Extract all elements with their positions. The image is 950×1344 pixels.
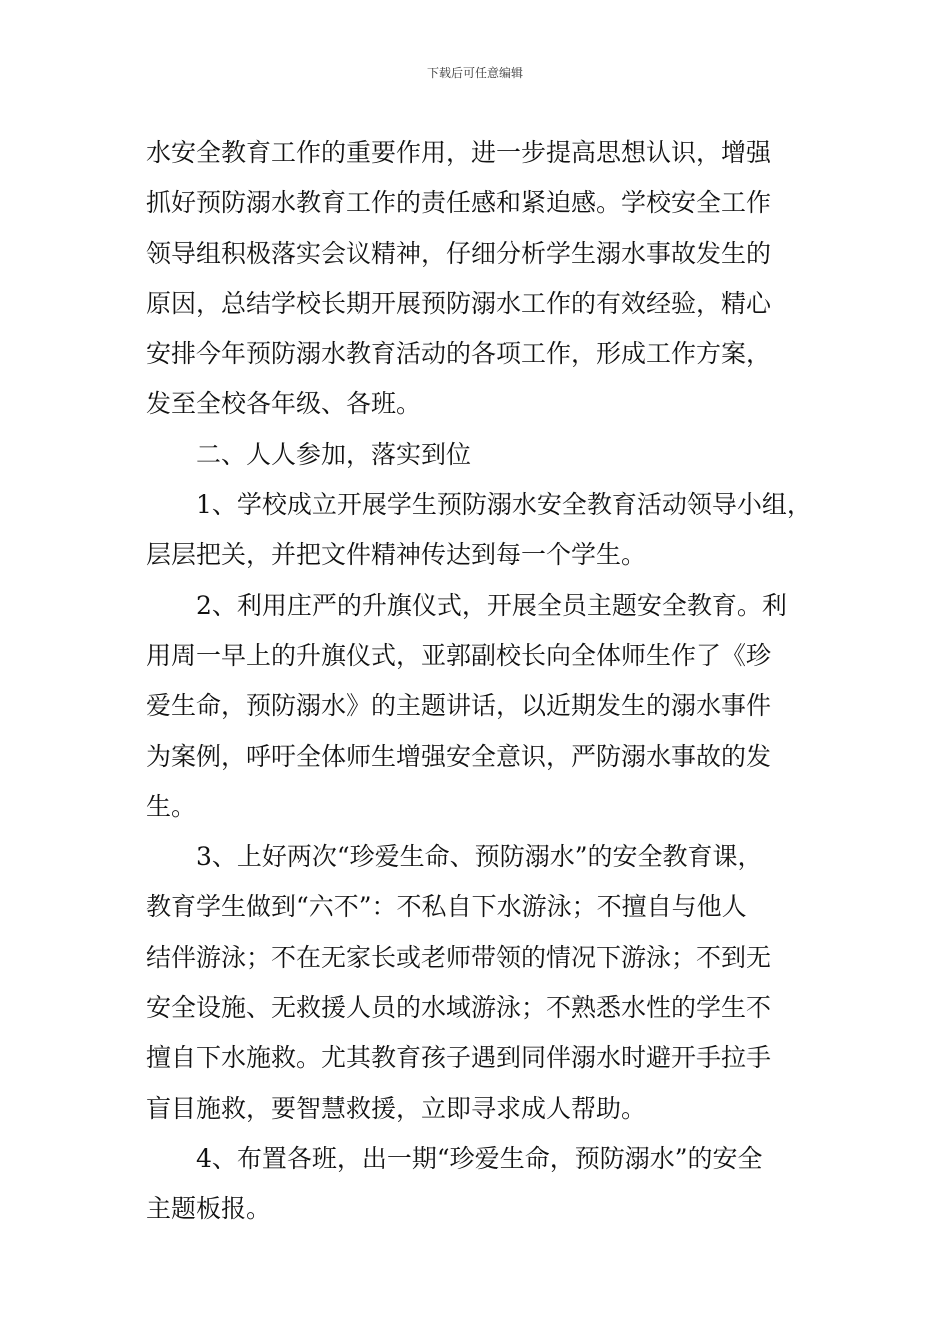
text-line: 为案例，呼吁全体师生增强安全意识，严防溺水事故的发 (146, 741, 772, 771)
text-line: 盲目施救，要智慧救援，立即寻求成人帮助。 (146, 1093, 647, 1123)
text-line: 水安全教育工作的重要作用，进一步提高思想认识，增强 (146, 138, 772, 167)
text-line: 教育学生做到“六不”：不私自下水游泳；不擅自与他人 (146, 892, 747, 922)
page-header: 下载后可任意编辑 (426, 66, 523, 80)
text-line: 安全设施、无救援人员的水域游泳；不熟悉水性的学生不 (146, 993, 772, 1023)
text-line: 安排今年预防溺水教育活动的各项工作，形成工作方案， (146, 339, 772, 369)
document-body (146, 128, 816, 1235)
text-line: 发至全校各年级、各班。 (146, 389, 422, 419)
text-line: 抓好预防溺水教育工作的责任感和紧迫感。学校安全工作 (146, 188, 772, 218)
text-line: 4、布置各班，出一期“珍爱生命，预防溺水”的安全 (196, 1143, 763, 1173)
text-line: 2、利用庄严的升旗仪式，开展全员主题安全教育。利 (196, 590, 787, 620)
text-line: 结伴游泳；不在无家长或老师带领的情况下游泳；不到无 (146, 942, 772, 972)
text-line: 擅自下水施救。尤其教育孩子遇到同伴溺水时避开手拉手 (146, 1043, 772, 1073)
text-line: 3、上好两次“珍爱生命、预防溺水”的安全教育课， (196, 842, 763, 872)
text-line: 领导组积极落实会议精神，仔细分析学生溺水事故发生的 (146, 238, 772, 268)
text-line: 生。 (146, 791, 197, 821)
text-line: 原因，总结学校长期开展预防溺水工作的有效经验，精心 (146, 288, 772, 318)
text-line: 爱生命，预防溺水》的主题讲话，以近期发生的溺水事件 (146, 691, 772, 721)
section-heading: 二、人人参加，落实到位 (196, 439, 472, 469)
text-line: 1、学校成立开展学生预防溺水安全教育活动领导小组， (196, 490, 812, 520)
text-line: 主题板报。 (146, 1194, 272, 1224)
text-line: 层层把关，并把文件精神传达到每一个学生。 (146, 540, 647, 570)
text-line: 用周一早上的升旗仪式，亚郭副校长向全体师生作了《珍 (146, 640, 772, 670)
